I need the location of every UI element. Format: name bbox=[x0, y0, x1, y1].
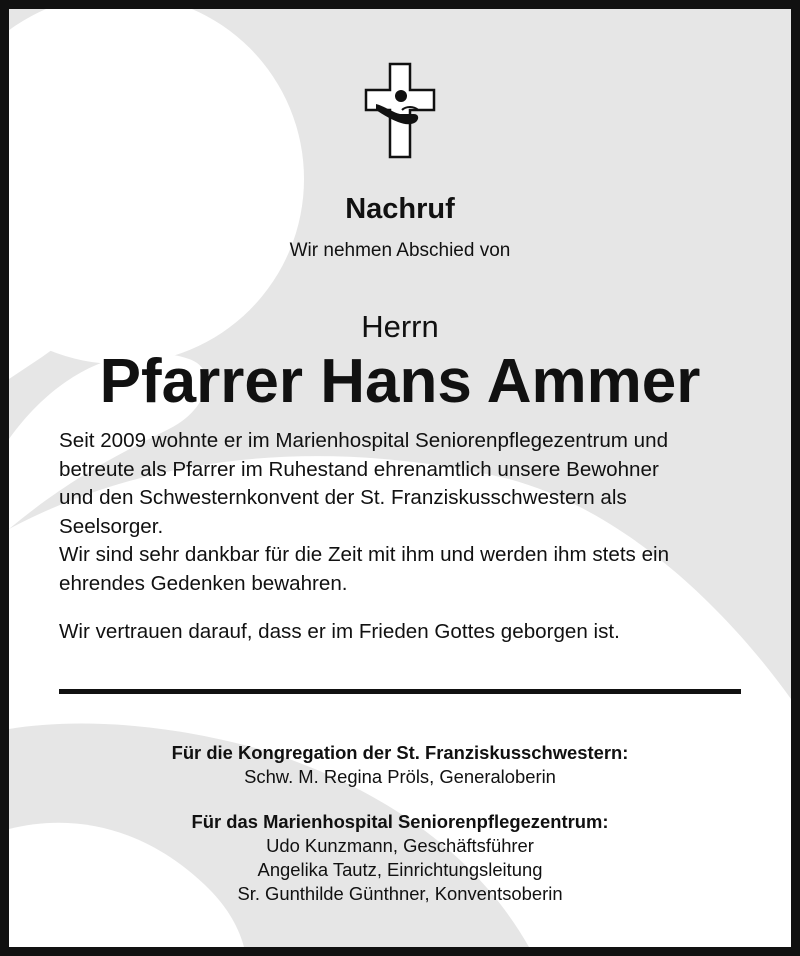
notice-title: Nachruf bbox=[345, 193, 455, 225]
signature-heading-congregation: Für die Kongregation der St. Franziskusschwestern: bbox=[171, 742, 629, 763]
notice-content bbox=[9, 9, 791, 947]
notice-subtitle: Wir nehmen Abschied von bbox=[289, 240, 511, 261]
tribute-text bbox=[59, 427, 759, 598]
signature-heading-hospital: Für das Marienhospital Seniorenpflegezentrum: bbox=[191, 811, 609, 832]
tribute-line: ehrendes Gedenken bewahren. bbox=[59, 571, 348, 595]
closing-text bbox=[59, 618, 759, 647]
salutation: Herrn bbox=[361, 309, 439, 344]
signature-name: Schw. M. Regina Pröls, Generaloberin bbox=[244, 766, 556, 787]
signature-name: Udo Kunzmann, Geschäftsführer bbox=[266, 835, 534, 856]
closing-line: Wir vertrauen darauf, dass er im Frieden Gottes geborgen ist. bbox=[59, 620, 620, 643]
tribute-line: Wir sind sehr dankbar für die Zeit mit ihm und werden ihm stets ein bbox=[59, 543, 670, 566]
signature-name: Angelika Tautz, Einrichtungsleitung bbox=[257, 859, 543, 880]
signature-name: Sr. Gunthilde Günthner, Konventsoberin bbox=[237, 883, 563, 904]
cross-with-hand-icon bbox=[364, 62, 436, 159]
divider-rule bbox=[59, 689, 741, 694]
tribute-line: Seit 2009 wohnte er im Marienhospital Seniorenpflegezentrum und bbox=[59, 429, 669, 452]
tribute-line: und den Schwesternkonvent der St. Franziskusschwestern als bbox=[59, 486, 627, 509]
tribute-line: betreute als Pfarrer im Ruhestand ehrenamtlich unsere Bewohner bbox=[59, 457, 659, 481]
deceased-name: Pfarrer Hans Ammer bbox=[99, 347, 701, 416]
tribute-line: Seelsorger. bbox=[59, 514, 164, 538]
